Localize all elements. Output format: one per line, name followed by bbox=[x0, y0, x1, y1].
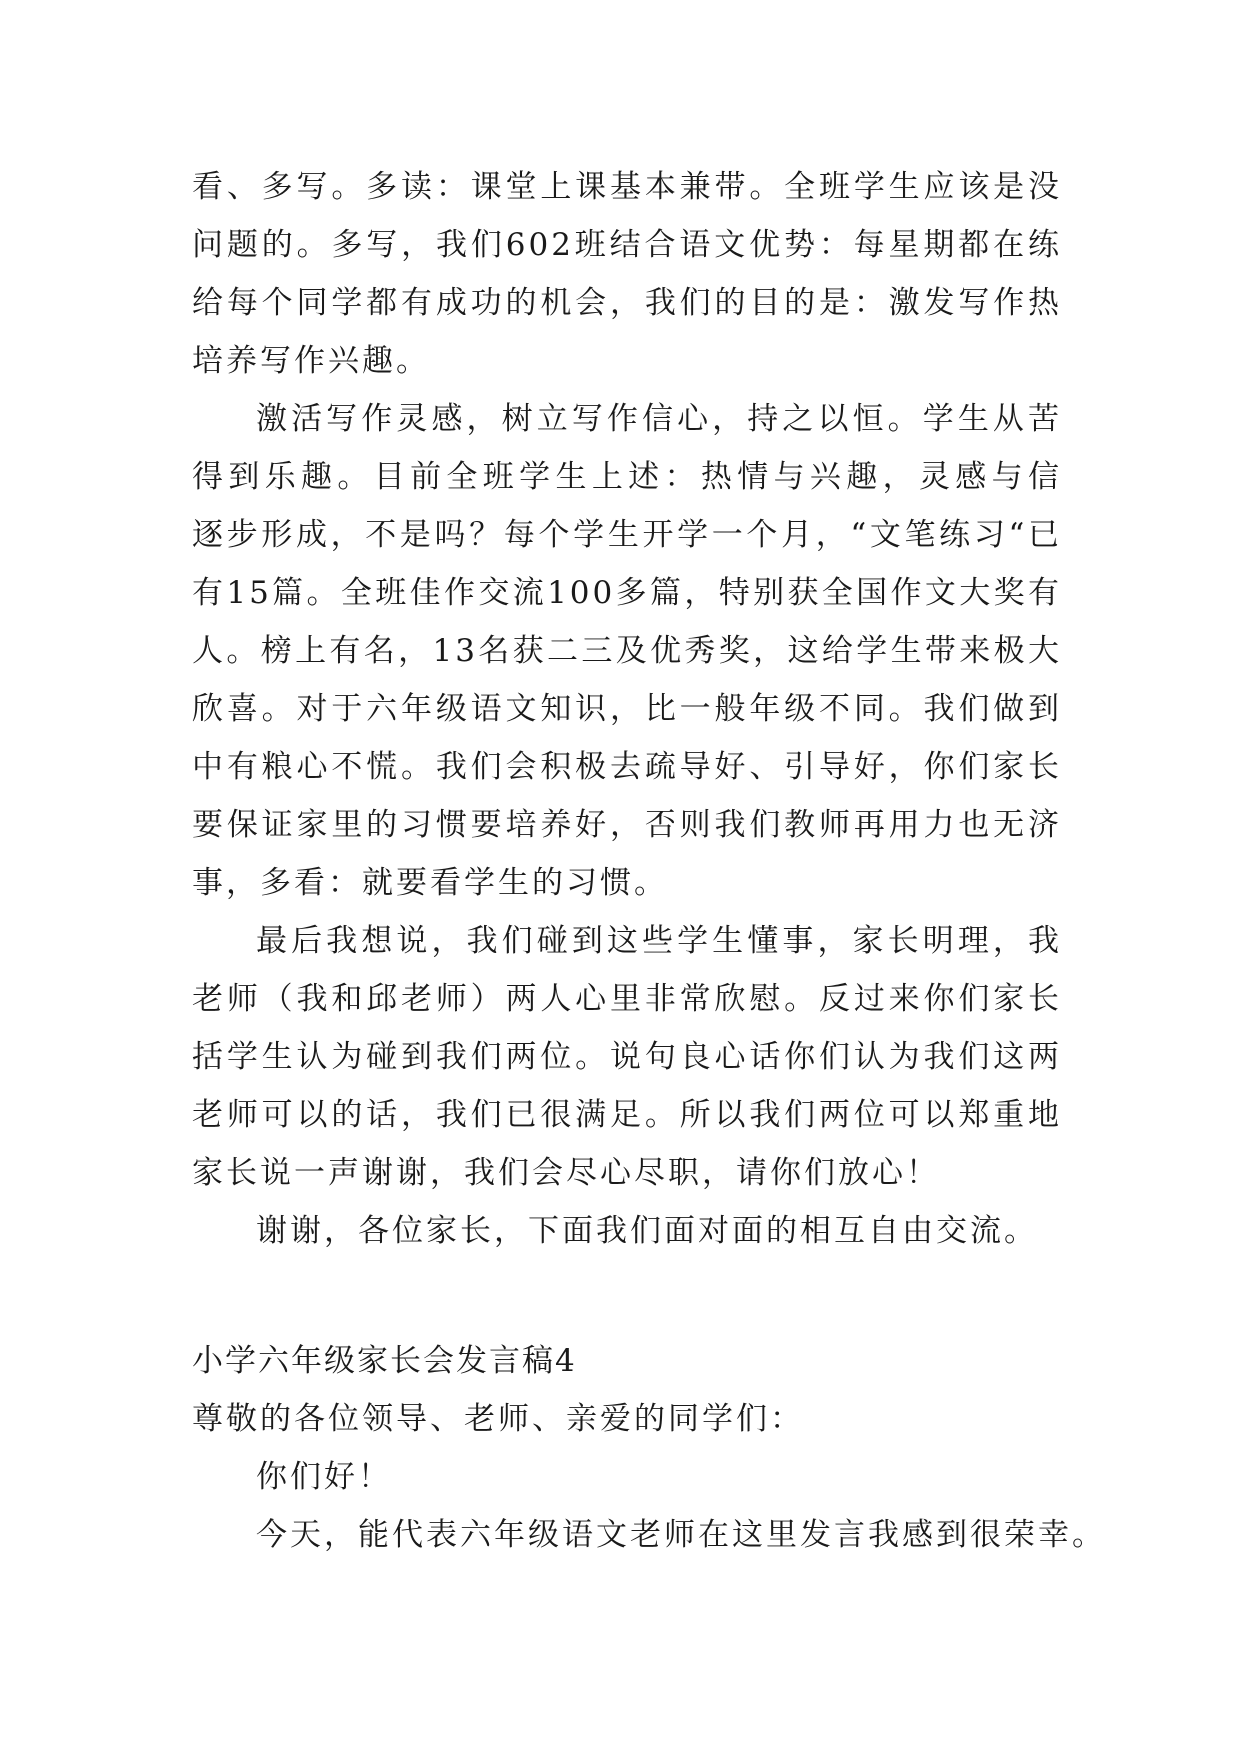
paragraph-2-line-6: 欣喜。对于六年级语文知识，比一般年级不同。我们做到 bbox=[192, 691, 1062, 727]
document-body bbox=[192, 158, 1106, 1564]
section-gap bbox=[192, 1260, 1062, 1332]
paragraph-3-line-5: 家长说一声谢谢，我们会尽心尽职，请你们放心！ bbox=[192, 1155, 940, 1191]
paragraph-1-line-1: 看、多写。多读：课堂上课基本兼带。全班学生应该是没 bbox=[192, 169, 1062, 205]
paragraph-2-line-7: 中有粮心不慌。我们会积极去疏导好、引导好，你们家长 bbox=[192, 749, 1062, 785]
paragraph-5: 今天，能代表六年级语文老师在这里发言我感到很荣幸。 bbox=[256, 1517, 1106, 1553]
paragraph-2-line-9: 事，多看：就要看学生的习惯。 bbox=[192, 865, 668, 901]
paragraph-4: 谢谢，各位家长，下面我们面对面的相互自由交流。 bbox=[256, 1213, 1038, 1249]
paragraph-1-line-3: 给每个同学都有成功的机会，我们的目的是：激发写作热 bbox=[192, 285, 1062, 321]
paragraph-3-line-2: 老师（我和邱老师）两人心里非常欣慰。反过来你们家长 bbox=[192, 981, 1062, 1017]
paragraph-3-line-4: 老师可以的话，我们已很满足。所以我们两位可以郑重地 bbox=[192, 1097, 1062, 1133]
section-title: 小学六年级家长会发言稿4 bbox=[192, 1343, 577, 1379]
salutation: 尊敬的各位领导、老师、亲爱的同学们： bbox=[192, 1401, 804, 1437]
paragraph-2-line-4: 有15篇。全班佳作交流100多篇，特别获全国作文大奖有 bbox=[192, 575, 1062, 611]
paragraph-2-line-8: 要保证家里的习惯要培养好，否则我们教师再用力也无济 bbox=[192, 807, 1062, 843]
paragraph-3-line-3: 括学生认为碰到我们两位。说句良心话你们认为我们这两 bbox=[192, 1039, 1062, 1075]
paragraph-1-line-2: 问题的。多写，我们602班结合语文优势：每星期都在练 bbox=[192, 227, 1062, 263]
paragraph-2-line-1: 激活写作灵感，树立写作信心，持之以恒。学生从苦 bbox=[256, 401, 1062, 437]
paragraph-1-line-4: 培养写作兴趣。 bbox=[192, 343, 430, 379]
paragraph-2-line-3: 逐步形成，不是吗？每个学生开学一个月，“文笔练习“已 bbox=[192, 517, 1062, 553]
paragraph-3-line-1: 最后我想说，我们碰到这些学生懂事，家长明理，我 bbox=[256, 923, 1062, 959]
paragraph-2-line-5: 人。榜上有名，13名获二三及优秀奖，这给学生带来极大 bbox=[192, 633, 1062, 669]
greeting: 你们好！ bbox=[256, 1459, 392, 1495]
paragraph-2-line-2: 得到乐趣。目前全班学生上述：热情与兴趣，灵感与信 bbox=[192, 459, 1062, 495]
